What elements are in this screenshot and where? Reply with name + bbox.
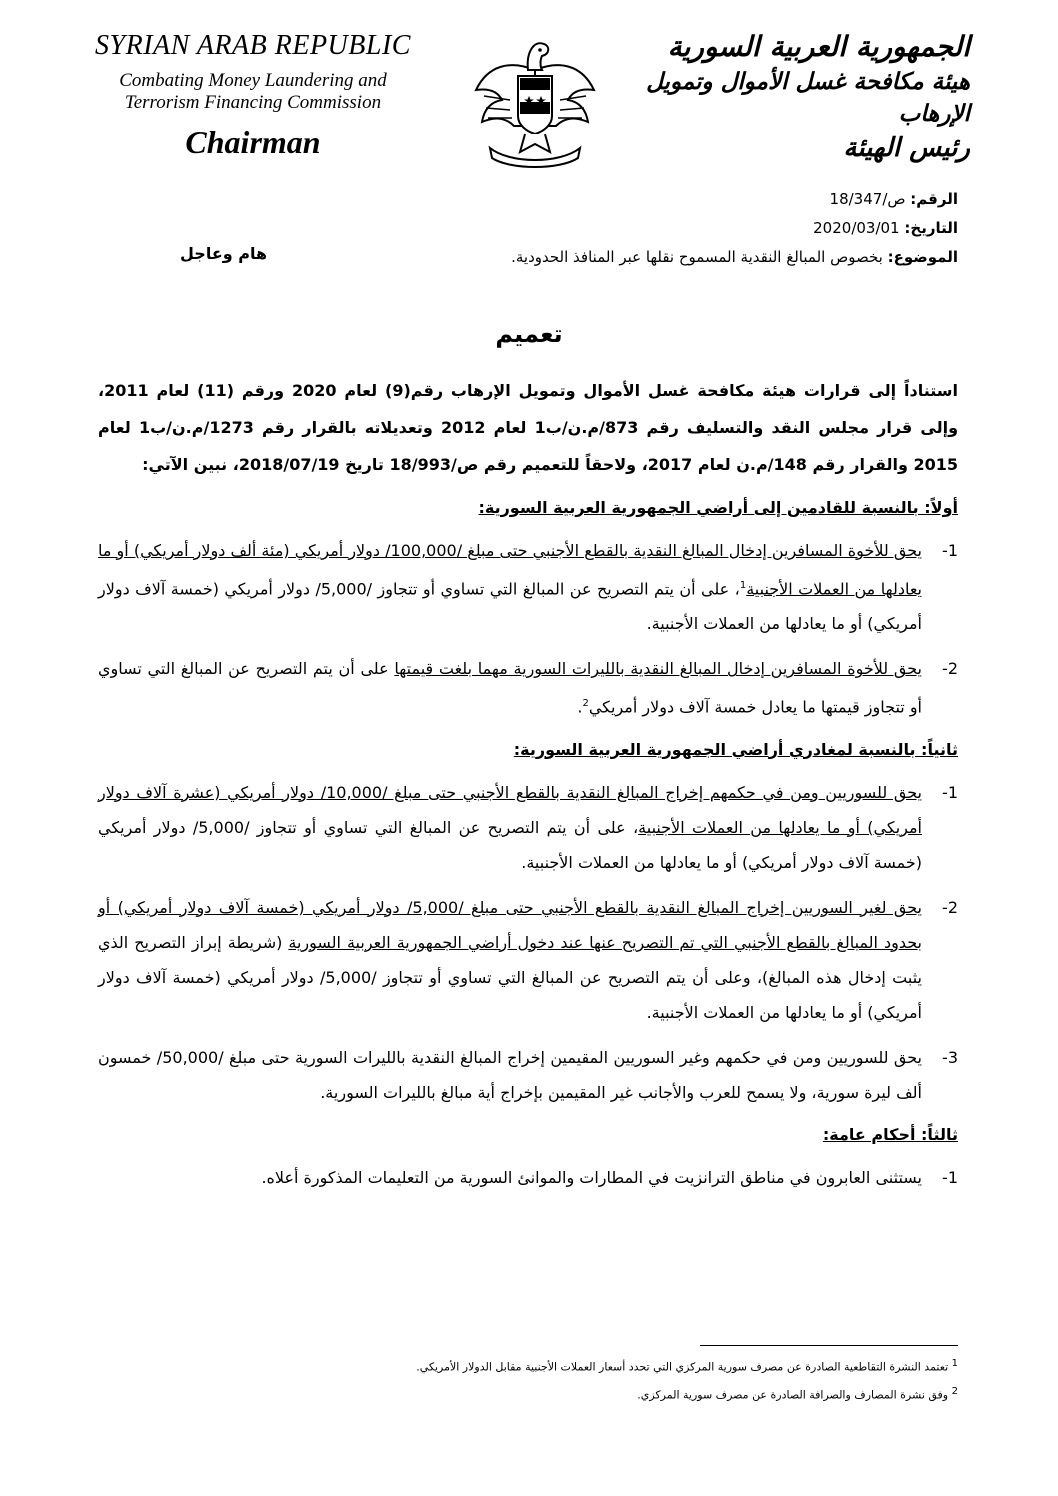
item-text-underlined: يحق للسوريين ومن في حكمهم إخراج المبالغ النقدية بالقطع الأجنبي حتى مبلغ /10,000/ دولار أمريكي (عشرة آلاف دولار أمريكي) أو ما يعادلها من العملات الأجنبية (98, 782, 923, 837)
reference-line (511, 185, 958, 214)
country-name-ar: الجمهورية العربية السورية (667, 30, 970, 63)
chairman-title-ar: رئيس الهيئة (843, 133, 970, 163)
date-value: 2020/03/01 (813, 219, 900, 237)
footnote-ref: 2 (582, 698, 589, 710)
item-text: ، على أن يتم التصريح عن المبالغ التي تساوي أو تتجاوز /5,000/ دولار أمريكي (خمسة آلاف دولار أمريكي) أو ما يعادلها من العملات الأجنبية. (98, 817, 922, 872)
footnote-text: وفق نشرة المصارف والصرافة الصادرة عن مصرف سورية المركزي. (637, 1388, 949, 1402)
list-item: 2- يحق للأخوة المسافرين إدخال المبالغ النقدية بالليرات السورية مهما بلغت قيمتها على أن يتم التصريح عن المبالغ التي تساوي أو تتجاوز قيمتها ما يعادل خمسة آلاف دولار أمريكي$^2$. (98, 651, 958, 724)
footnote-text: تعتمد النشرة التقاطعية الصادرة عن مصرف سورية المركزي التي تحدد أسعار العملات الأجنبية مقابل الدولار الأمريكي. (416, 1360, 949, 1374)
footnote-divider (700, 1345, 958, 1346)
footnote-ref: 1 (739, 580, 747, 591)
commission-name-en: Combating Money Laundering and Terrorism Financing Commission (119, 70, 387, 113)
date-line (511, 214, 958, 243)
list-item (98, 890, 958, 1030)
item-text: ، على أن يتم التصريح عن المبالغ التي تساوي أو تتجاوز /5,000/ دولار أمريكي (خمسة آلاف دولار أمريكي) أو ما يعادلها من العملات الأجنبية. (98, 579, 922, 634)
section-heading-general: ثالثاً: أحكام عامة: (822, 1124, 958, 1144)
footnote (240, 1380, 958, 1408)
subject-line (511, 243, 958, 272)
item-text: (شريطة إبراز التصريح الذي يثبت إدخال هذه المبالغ)، وعلى أن يتم التصريح عن المبالغ التي تساوي أو تتجاوز /5,000/ دولار أمريكي (خمسة آلاف دولار أمريكي) أو ما يعادلها من العملات الأجنبية. (98, 932, 922, 1022)
reference-label: الرقم: (910, 190, 958, 208)
country-name-en: SYRIAN ARAB REPUBLIC (95, 30, 411, 61)
item-number: 1- (942, 782, 958, 802)
item-text-underlined: يحق للأخوة المسافرين إدخال المبالغ النقدية بالقطع الأجنبي حتى مبلغ /100,000/ دولار أمريكي (مئة ألف دولار أمريكي) أو ما يعادلها من العملات الأجنبية (98, 541, 922, 599)
item-number: 1- (942, 1167, 958, 1187)
footnote-mark: 1 (951, 1358, 958, 1369)
section-heading-arrivals: أولاً: بالنسبة للقادمين إلى أراضي الجمهورية العربية السورية: (478, 498, 958, 517)
document-title: تعميم (495, 320, 563, 348)
list-item (98, 1160, 958, 1195)
urgent-label: هام وعاجل (180, 244, 268, 263)
header-english (88, 30, 418, 161)
footnotes (240, 1352, 958, 1407)
list-item (98, 775, 958, 880)
date-label: التاريخ: (904, 219, 958, 237)
syrian-eagle-emblem-icon (470, 30, 600, 170)
item-text: يستثنى العابرون في مناطق الترانزيت في المطارات والموانئ السورية من التعليمات المذكورة أعلاه. (261, 1167, 922, 1187)
item-number: 3- (942, 1047, 958, 1067)
item-text-underlined: يحق لغير السوريين إخراج المبالغ النقدية بالقطع الأجنبي حتى مبلغ /5,000/ دولار أمريكي (خمسة آلاف دولار أمريكي) أو بحدود المبالغ بالقطع الأجنبي التي تم التصريح عنها عند دخول أراضي الجمهورية العربية السورية (98, 897, 923, 952)
list-item (98, 1040, 958, 1110)
item-number: 2- (942, 897, 958, 917)
reference-value: ص/18/347 (829, 190, 906, 208)
subject-label: الموضوع: (887, 248, 958, 266)
list-item (98, 533, 958, 641)
item-text-underlined: يحق للأخوة المسافرين إدخال المبالغ النقدية بالليرات السورية مهما بلغت قيمتها (394, 659, 923, 679)
subject-value: بخصوص المبالغ النقدية المسموح نقلها عبر المنافذ الحدودية. (511, 248, 883, 266)
footnote (240, 1352, 958, 1380)
item-number: 2- (942, 659, 958, 679)
document-body (98, 372, 958, 1205)
footnote-mark: 2 (951, 1385, 958, 1397)
intro-paragraph: استناداً إلى قرارات هيئة مكافحة غسل الأموال وتمويل الإرهاب رقم(9) لعام 2020 ورقم (11) لعام 2011، وإلى قرار مجلس النقد والتسليف رقم 873/م.ن/ب1 لعام 2012 وتعديلاته بالقرار رقم 1273/م.ن/ب1 لعام 2015 والقرار رقم 148/م.ن لعام 2017، ولاحقاً للتعميم رقم ص/18/993 تاريخ 2018/07/19، نبين الآتي: (98, 381, 959, 474)
header-arabic (630, 28, 970, 166)
chairman-title-en: Chairman (185, 124, 321, 160)
section-heading-departures: ثانياً: بالنسبة لمغادري أراضي الجمهورية العربية السورية: (513, 739, 958, 759)
item-text: يحق للسوريين ومن في حكمهم وغير السوريين المقيمين إخراج المبالغ النقدية بالليرات السورية حتى مبلغ /50,000/ خمسون ألف ليرة سورية، ولا يسمح للعرب والأجانب غير المقيمين بإخراج أية مبالغ بالليرات السورية. (98, 1047, 923, 1102)
item-number: 1- (942, 541, 958, 560)
commission-name-ar: هيئة مكافحة غسل الأموال وتمويل الإرهاب (646, 68, 970, 127)
document-meta (511, 185, 958, 272)
item-text: على أن يتم التصريح عن المبالغ التي تساوي أو تتجاوز قيمتها ما يعادل خمسة آلاف دولار أمريكي (98, 659, 922, 717)
